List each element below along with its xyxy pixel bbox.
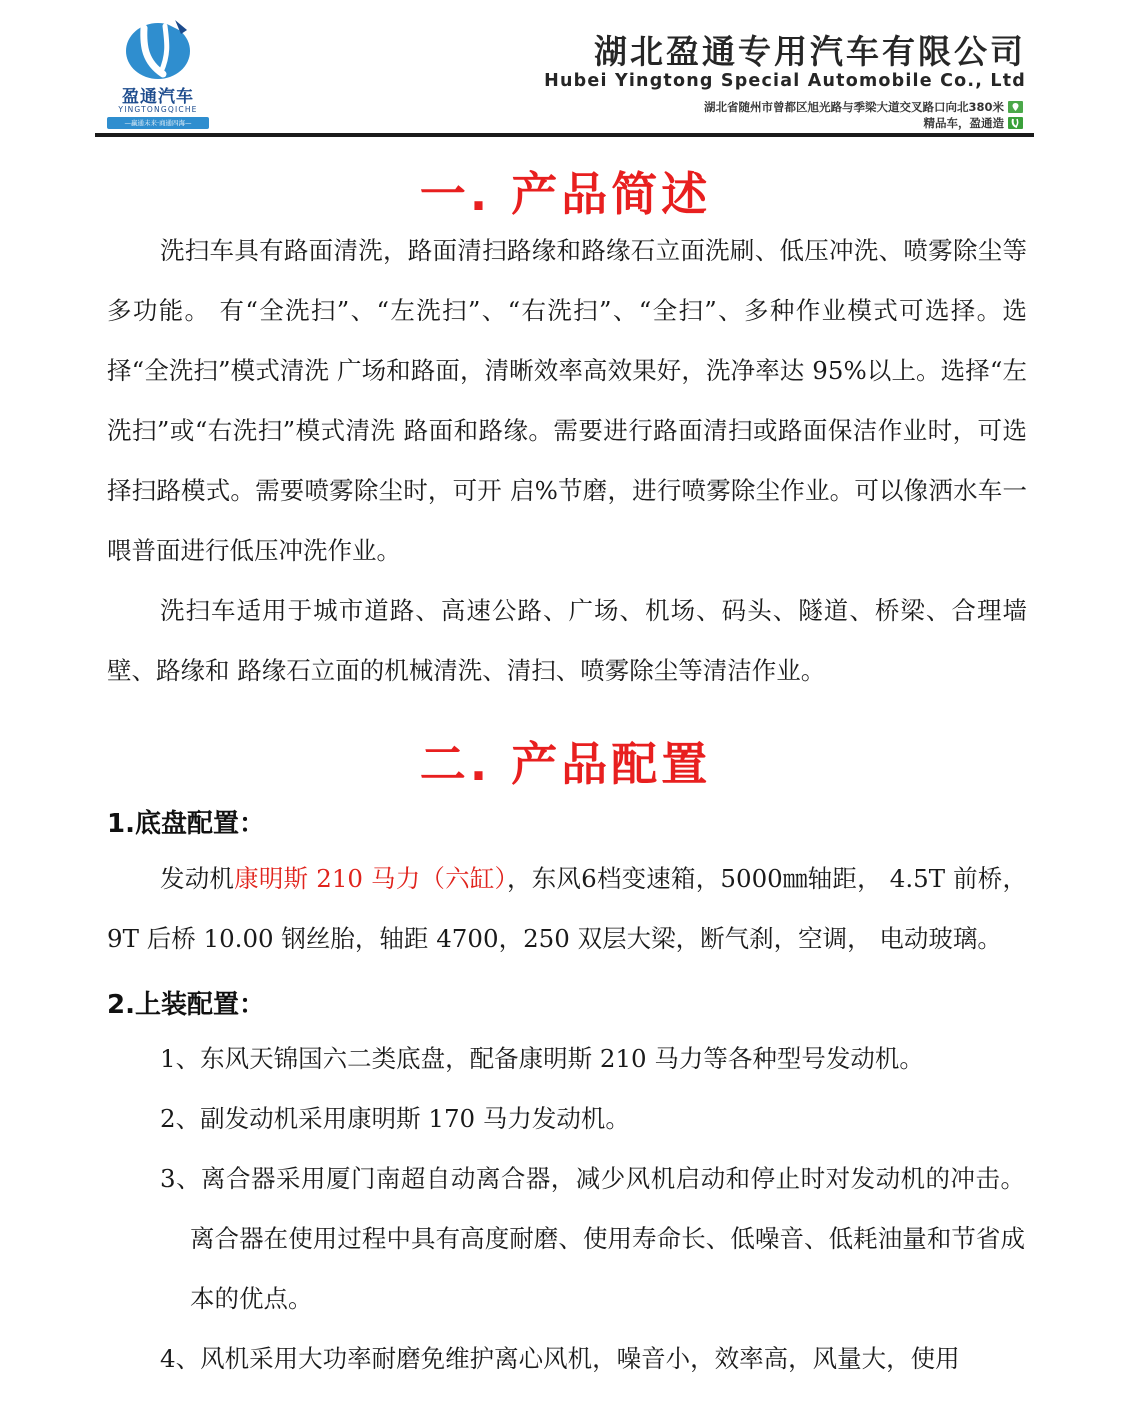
- map-pin-icon: [1008, 101, 1023, 113]
- chassis-details: ，东风6档变速箱，5000㎜轴距， 4.5T 前桥，9T 后桥 10.00 钢丝胎，轴距 4700，250 双层大梁，断气刹，空调， 电动玻璃。: [107, 864, 1028, 953]
- header-divider: [95, 133, 1034, 137]
- company-name-en: Hubei Yingtong Special Automobile Co., Ltd: [544, 71, 1026, 91]
- company-name-cn: 湖北盈通专用汽车有限公司: [594, 32, 1026, 71]
- chassis-config-heading: 1.底盘配置：: [107, 809, 265, 839]
- section-title-overview: 一. 产品简述: [419, 167, 712, 221]
- brand-mark-icon: [1008, 117, 1023, 129]
- overview-paragraph-1: 洗扫车具有路面清洗，路面清扫路缘和路缘石立面洗刷、低压冲洗、喷雾除尘等多功能。 有“全洗扫”、“左洗扫”、“右洗扫”、“全扫”、多种作业模式可选择。选择“全洗扫”模式清洗 广场和路面，清晰效率高效果好，洗净率达 95%以上。选择“左洗扫”或“右洗扫”模式清洗 路面和路缘。需要进行路面清扫或路面保洁作业时，可选择扫路模式。需要喷雾除尘时，可开 启%节磨，进行喷雾除尘作业。可以像洒水车一喂普面进行低压冲洗作业。: [107, 236, 1027, 565]
- motto-text: 精品车，盈通造: [923, 116, 1004, 130]
- section-title-configuration: 二. 产品配置: [419, 737, 712, 791]
- address-text: 湖北省随州市曾都区旭光路与季梁大道交叉路口向北380米: [703, 100, 1004, 114]
- upper-config-item-2: 2、副发动机采用康明斯 170 马力发动机。: [160, 1104, 630, 1133]
- logo-name-cn: 盈通汽车: [122, 87, 194, 107]
- company-logo: [103, 16, 213, 132]
- upper-config-item-3: 3、离合器采用厦门南超自动离合器，减少风机启动和停止时对发动机的冲击。离合器在使用过程中具有高度耐磨、使用寿命长、低噪音、低耗油量和节省成本的优点。: [160, 1164, 1025, 1313]
- engine-highlight: 康明斯 210 马力（六缸）: [234, 864, 507, 893]
- logo-emblem-icon: [117, 16, 199, 82]
- chassis-config-text: [107, 849, 1027, 969]
- upper-config-item-1: 1、东风天锦国六二类底盘，配备康明斯 210 马力等各种型号发动机。: [160, 1044, 924, 1073]
- upper-config-heading: 2.上装配置：: [107, 990, 265, 1020]
- company-address: [704, 99, 1023, 115]
- overview-paragraph-2: 洗扫车适用于城市道路、高速公路、广场、机场、码头、隧道、桥梁、合理墙壁、路缘和 路缘石立面的机械清洗、清扫、喷雾除尘等清洁作业。: [107, 596, 1027, 685]
- company-motto: [924, 115, 1024, 131]
- logo-slogan: —赢通未来·商通四海—: [107, 117, 209, 129]
- logo-name-pinyin: YINGTONGQICHE: [118, 105, 198, 114]
- letterhead: [0, 0, 1131, 140]
- chassis-prefix: 发动机: [160, 864, 235, 893]
- upper-config-item-4: 4、风机采用大功率耐磨免维护离心风机，噪音小，效率高，风量大，使用: [160, 1344, 960, 1373]
